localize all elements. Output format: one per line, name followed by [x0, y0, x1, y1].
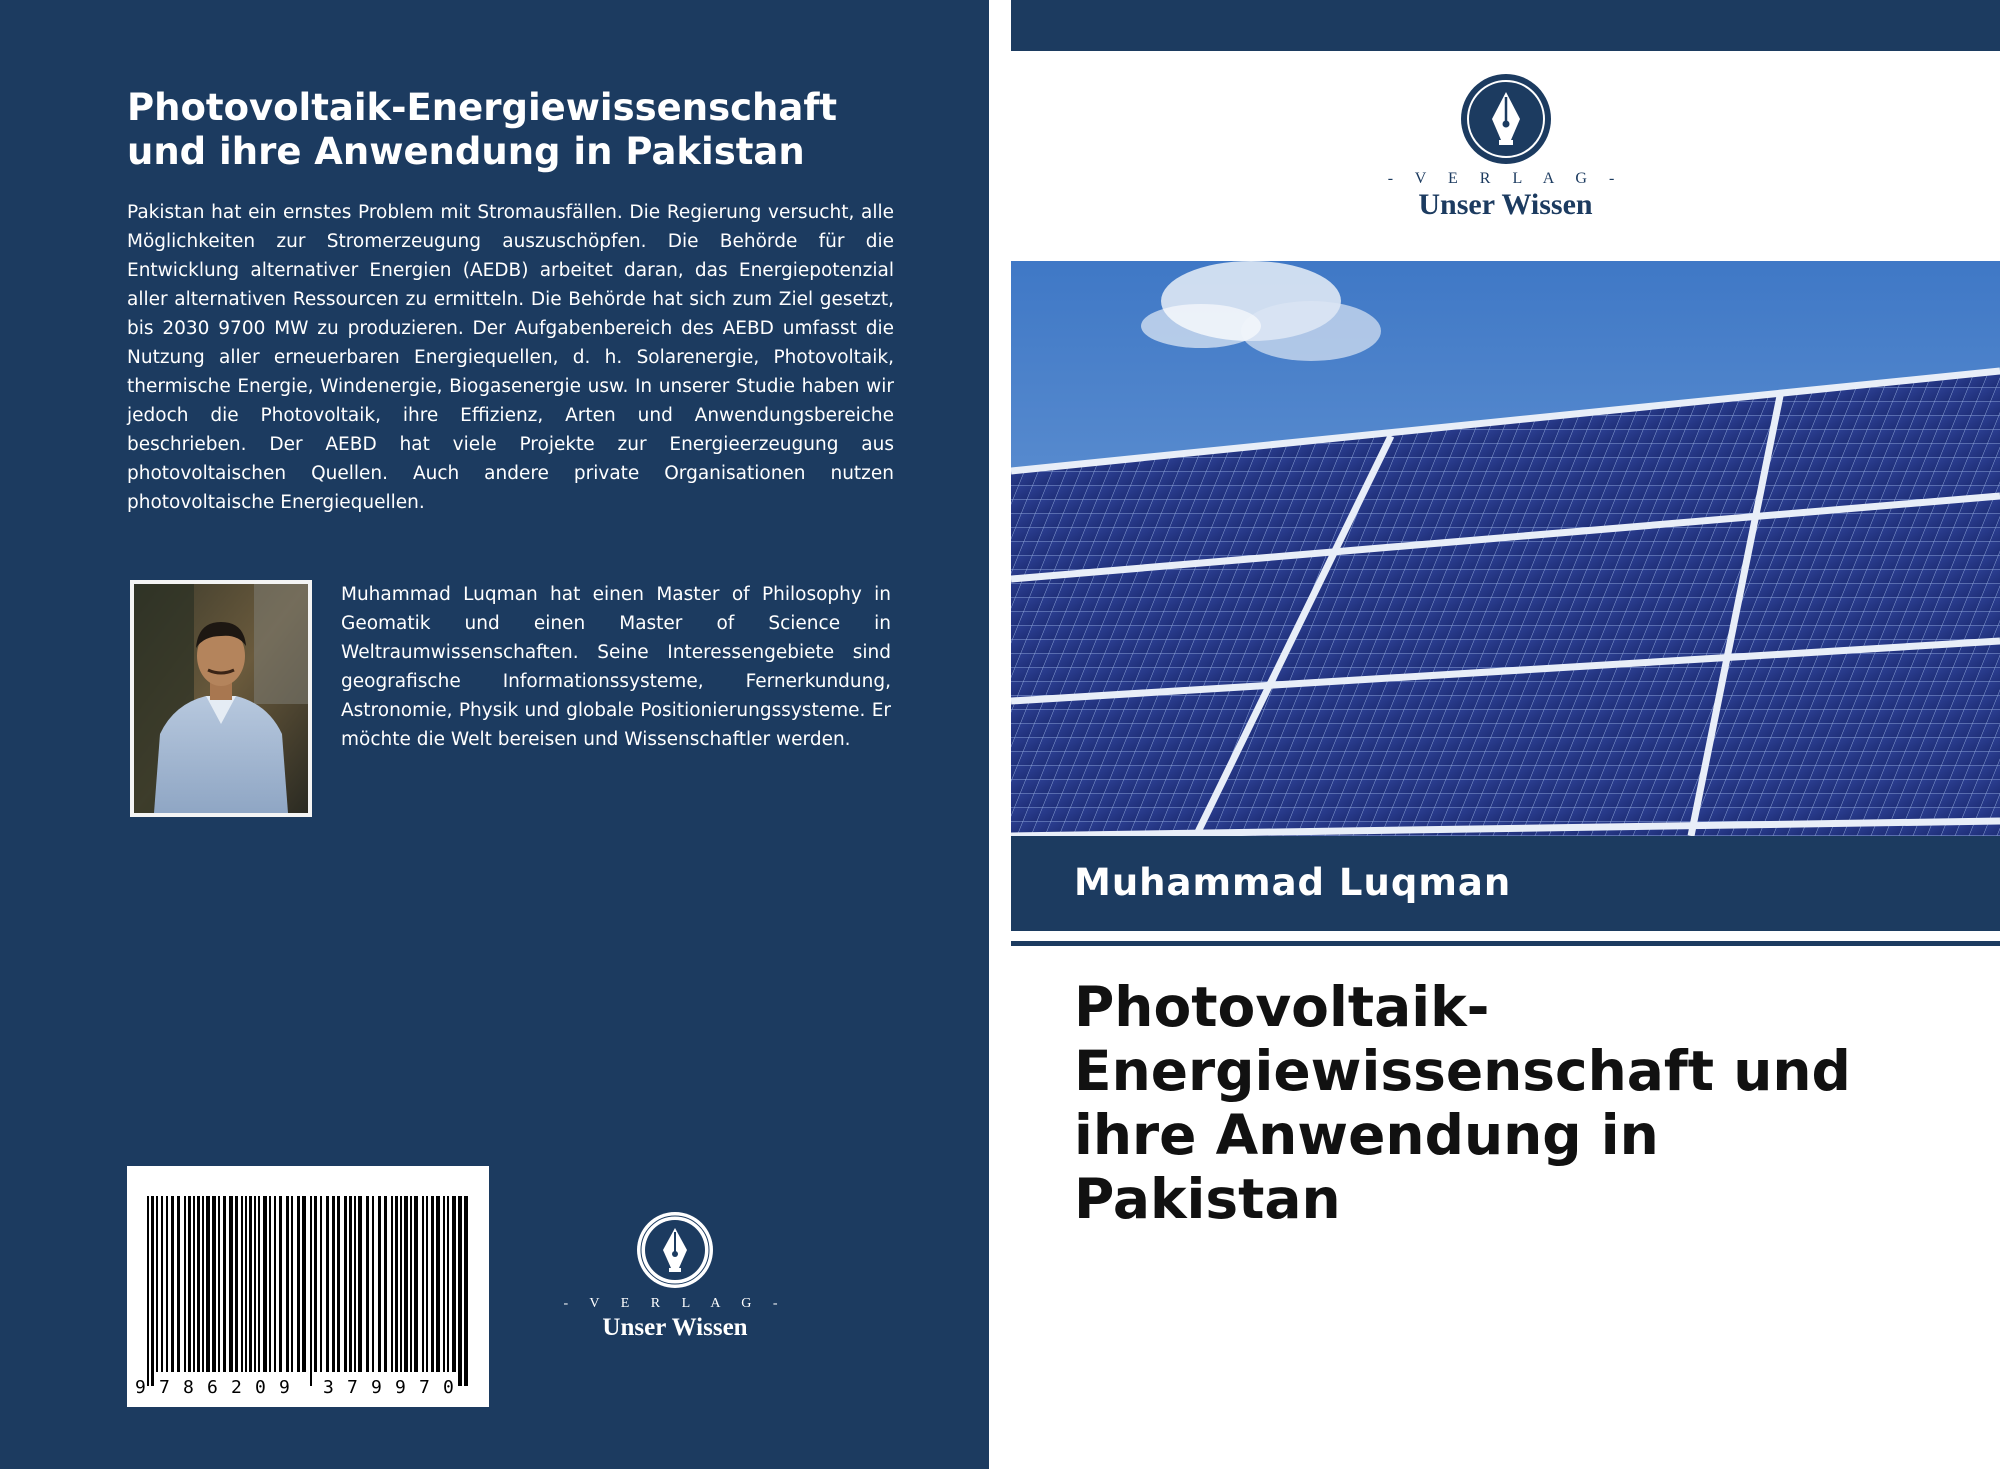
barcode-bar: [171, 1196, 174, 1372]
barcode-bar: [177, 1196, 180, 1372]
barcode-digit: 7: [419, 1377, 430, 1398]
barcode-bar: [161, 1196, 163, 1372]
barcode-bar: [193, 1196, 195, 1372]
back-title-line-1: Photovoltaik-Energiewissenschaft: [127, 86, 838, 129]
barcode-bar: [229, 1196, 233, 1372]
barcode-bar: [249, 1196, 252, 1372]
barcode-digit: 6: [207, 1377, 218, 1398]
barcode-bar: [410, 1196, 412, 1372]
front-top-bar: [1011, 0, 2000, 51]
front-title-line-4: Pakistan: [1074, 1167, 1341, 1231]
barcode-bar: [426, 1196, 428, 1372]
barcode-bar: [156, 1196, 158, 1372]
barcode-bar: [206, 1196, 210, 1372]
barcode-bar: [235, 1196, 238, 1372]
front-publisher-name: Unser Wissen: [1418, 188, 1593, 221]
front-title-line-1: Photovoltaik-: [1074, 975, 1490, 1039]
back-publisher-logo: [560, 1210, 790, 1342]
barcode-bar: [326, 1196, 329, 1372]
barcode-bar: [366, 1196, 369, 1372]
barcode-digit: 9: [371, 1377, 382, 1398]
barcode-bar: [245, 1196, 247, 1372]
barcode-bar: [443, 1196, 445, 1372]
barcode-bar: [197, 1196, 200, 1372]
barcode-bar: [378, 1196, 381, 1372]
back-publisher-name: Unser Wissen: [602, 1314, 748, 1341]
barcode-bar: [431, 1196, 434, 1372]
back-cover-blurb: Pakistan hat ein ernstes Problem mit Stromausfällen. Die Regierung versucht, alle Möglichkeiten zur Stromerzeugung auszuschöpfen. Die Behörde für die Entwicklung alternativer Energien (AEDB) arbeitet daran, das Energiepotenzial aller alternativen Ressourcen zu ermitteln. Die Behörde hat sich zum Ziel gesetzt, bis 2030 9700 MW zu produzieren. Der Aufgabenbereich des AEBD umfasst die Nutzung aller erneuerbaren Energiequellen, d. h. Solarenergie, Photovoltaik, thermische Energie, Windenergie, Biogasenergie usw. In unserer Studie haben wir jedoch die Photovoltaik, ihre Effizienz, Arten und Anwendungsbereiche beschrieben. Der AEBD hat viele Projekte zur Energieerzeugung aus photovoltaischen Quellen. Auch andere private Organisationen nutzen photovoltaische Energiequellen.: [127, 202, 894, 513]
barcode-digit: 7: [347, 1377, 358, 1398]
back-verlag-label: - V E R L A G -: [563, 1296, 787, 1311]
barcode-bar: [274, 1196, 276, 1372]
barcode-bar: [269, 1196, 271, 1372]
back-title-line-2: und ihre Anwendung in Pakistan: [127, 130, 805, 173]
barcode-bar: [258, 1196, 260, 1372]
barcode-digit: 2: [231, 1377, 242, 1398]
author-band: [1011, 836, 2000, 931]
barcode-bar: [422, 1196, 424, 1372]
front-cover: [1011, 0, 2000, 1469]
barcode-bar: [404, 1196, 408, 1372]
barcode-digit: 0: [255, 1377, 266, 1398]
barcode-bar: [202, 1196, 204, 1372]
barcode-bar: [372, 1196, 374, 1372]
front-title-line-2: Energiewissenschaft und: [1074, 1039, 1851, 1103]
barcode-bar: [344, 1196, 347, 1372]
fountain-pen-nib-icon: [1459, 72, 1553, 166]
barcode-bar: [320, 1196, 322, 1372]
barcode-bar: [147, 1196, 149, 1386]
front-author-name: Muhammad Luqman: [1074, 861, 1512, 904]
barcode-bar: [279, 1196, 282, 1372]
barcode-bar: [297, 1196, 300, 1372]
front-publisher-logo: [1383, 72, 1628, 222]
barcode-bar: [337, 1196, 340, 1372]
barcode-bar: [223, 1196, 226, 1372]
barcode-digit: 9: [279, 1377, 290, 1398]
barcode-bar: [391, 1196, 393, 1372]
title-divider: [1011, 941, 2000, 946]
barcode-bar: [436, 1196, 440, 1372]
barcode-bar: [354, 1196, 356, 1372]
fountain-pen-nib-icon: [635, 1210, 715, 1290]
barcode-bar: [452, 1196, 456, 1372]
barcode-bar: [414, 1196, 418, 1372]
author-photo: [130, 580, 312, 817]
barcode-bar: [263, 1196, 267, 1372]
barcode-bar: [400, 1196, 402, 1372]
barcode-bar: [254, 1196, 256, 1372]
barcode-digit: 0: [443, 1377, 454, 1398]
barcode-bar: [447, 1196, 449, 1372]
barcode-bar: [286, 1196, 289, 1372]
barcode-digit: 9: [135, 1377, 146, 1398]
barcode-bar: [188, 1196, 191, 1372]
front-cover-title: [1074, 975, 1954, 1231]
barcode-bar: [218, 1196, 220, 1372]
barcode-digit: 3: [323, 1377, 334, 1398]
barcode-bar: [310, 1196, 312, 1386]
barcode-bar: [458, 1196, 462, 1386]
front-title-line-3: ihre Anwendung in: [1074, 1103, 1659, 1167]
back-cover-title: [127, 86, 917, 174]
barcode-bar: [464, 1196, 468, 1386]
author-portrait-image: [134, 584, 308, 813]
barcode-bar: [358, 1196, 362, 1372]
barcode-digit: 7: [159, 1377, 170, 1398]
barcode-bar: [241, 1196, 243, 1372]
barcode-bar: [212, 1196, 216, 1372]
author-bio: Muhammad Luqman hat einen Master of Philosophy in Geomatik und einen Master of Science in Weltraumwissenschaften. Seine Interessengebiete sind geografische Informationssysteme, Fernerkundung, Astronomie, Physik und globale Positionierungssysteme. Er möchte die Welt bereisen und Wissenschaftler werden.: [341, 584, 891, 750]
barcode-bar: [349, 1196, 352, 1372]
barcode-bar: [166, 1196, 168, 1372]
solar-panels-photo: [1011, 261, 2000, 836]
barcode-bar: [332, 1196, 335, 1372]
barcode-bar: [314, 1196, 317, 1372]
barcode-bar: [302, 1196, 306, 1372]
spine-gap: [989, 0, 1011, 1469]
front-verlag-label: - V E R L A G -: [1387, 170, 1624, 187]
barcode-graphic: [127, 1166, 489, 1407]
barcode-bar: [184, 1196, 186, 1372]
barcode-bar: [291, 1196, 293, 1372]
solar-panel-image: [1011, 261, 2000, 836]
barcode-digit: 9: [395, 1377, 406, 1398]
barcode-bar: [384, 1196, 387, 1372]
barcode-bar: [395, 1196, 398, 1372]
barcode-bar: [151, 1196, 154, 1386]
back-cover: [0, 0, 989, 1469]
isbn-barcode: [127, 1166, 489, 1407]
barcode-digit: 8: [183, 1377, 194, 1398]
